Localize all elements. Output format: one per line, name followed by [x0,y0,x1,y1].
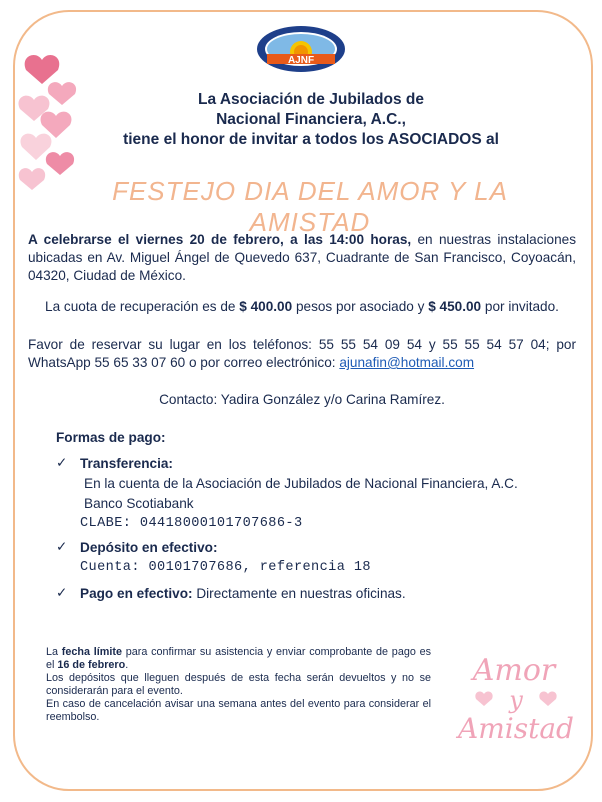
svg-text:y: y [509,686,523,714]
note-text: La [46,646,62,658]
payment-methods-title: Formas de pago: [56,430,166,445]
event-title: FESTEJO DIA DEL AMOR Y LA AMISTAD [112,176,508,237]
deposit-method [80,538,371,578]
fee-member: $ 400.00 [239,299,293,314]
amor-y-amistad-graphic [444,650,584,750]
cash-method [80,584,406,604]
note-late-deposits: Los depósitos que lleguen después de esta fecha serán devueltos y no se considerarán para el evento. [46,672,431,697]
contact-info: Contacto: Yadira González y/o Carina Ramírez. [159,392,445,407]
transfer-method [80,454,518,534]
svg-text:AJNF: AJNF [287,55,315,66]
cash-label: Pago en efectivo: [80,586,193,601]
check-icon: ✓ [56,539,68,554]
email-link[interactable]: ajunafin@hotmail.com [339,355,475,370]
fee-guest: $ 450.00 [428,299,482,314]
note-cancellation: En caso de cancelación avisar una semana antes del evento para considerar el reembolso. [46,698,431,723]
check-icon: ✓ [56,585,68,600]
cash-text: Directamente en nuestras oficinas. [192,586,406,601]
deposit-label: Depósito en efectivo: [80,540,218,555]
transfer-account: En la cuenta de la Asociación de Jubilados de Nacional Financiera, A.C. [84,476,518,491]
note-deadline-date: 16 de febrero [57,659,126,671]
transfer-label: Transferencia: [80,456,173,471]
svg-text:Amor: Amor [472,653,556,688]
deposit-account: Cuenta: 00101707686, referencia 18 [80,560,371,575]
fee-text-1: La cuota de recuperación es de [45,299,240,314]
header-line-2: Nacional Financiera, A.C., [216,111,406,128]
event-date-time: A celebrarse el viernes 20 de febrero, a las 14:00 horas, [28,232,412,247]
note-text: . [125,659,129,671]
event-location: en nuestras instalaciones ubicadas en Av. Miguel Ángel de Quevedo 637, Cuadrante de San Francisco, Coyoacán, 04320, Ciudad de México. [28,232,576,283]
note-deadline-label: fecha límite [61,646,122,658]
svg-text:Amistad: Amistad [458,712,574,745]
fee-text-2: pesos por asociado y [292,299,429,314]
reservation-info [28,336,576,372]
fee-text-3: por invitado. [481,299,559,314]
check-icon: ✓ [56,455,68,470]
event-details [28,231,576,285]
hearts-decoration-icon [12,48,84,196]
invitation-header [80,90,542,150]
clabe-number: CLABE: 04418000101707686-3 [80,516,303,531]
note-text: para confirmar su asistencia y enviar comprobante de pago es el [46,646,432,671]
reservation-text: Favor de reservar su lugar en los teléfonos: 55 55 54 09 54 y 55 55 54 57 04; por WhatsApp 55 65 33 07 60 o por correo electrónico: [28,337,576,370]
transfer-bank: Banco Scotiabank [84,496,194,511]
fee-info [28,298,576,316]
header-line-1: La Asociación de Jubilados de [198,91,424,108]
deadline-note [46,646,431,724]
ajnf-logo [255,24,347,74]
header-line-3: tiene el honor de invitar a todos los ASOCIADOS al [123,131,499,148]
